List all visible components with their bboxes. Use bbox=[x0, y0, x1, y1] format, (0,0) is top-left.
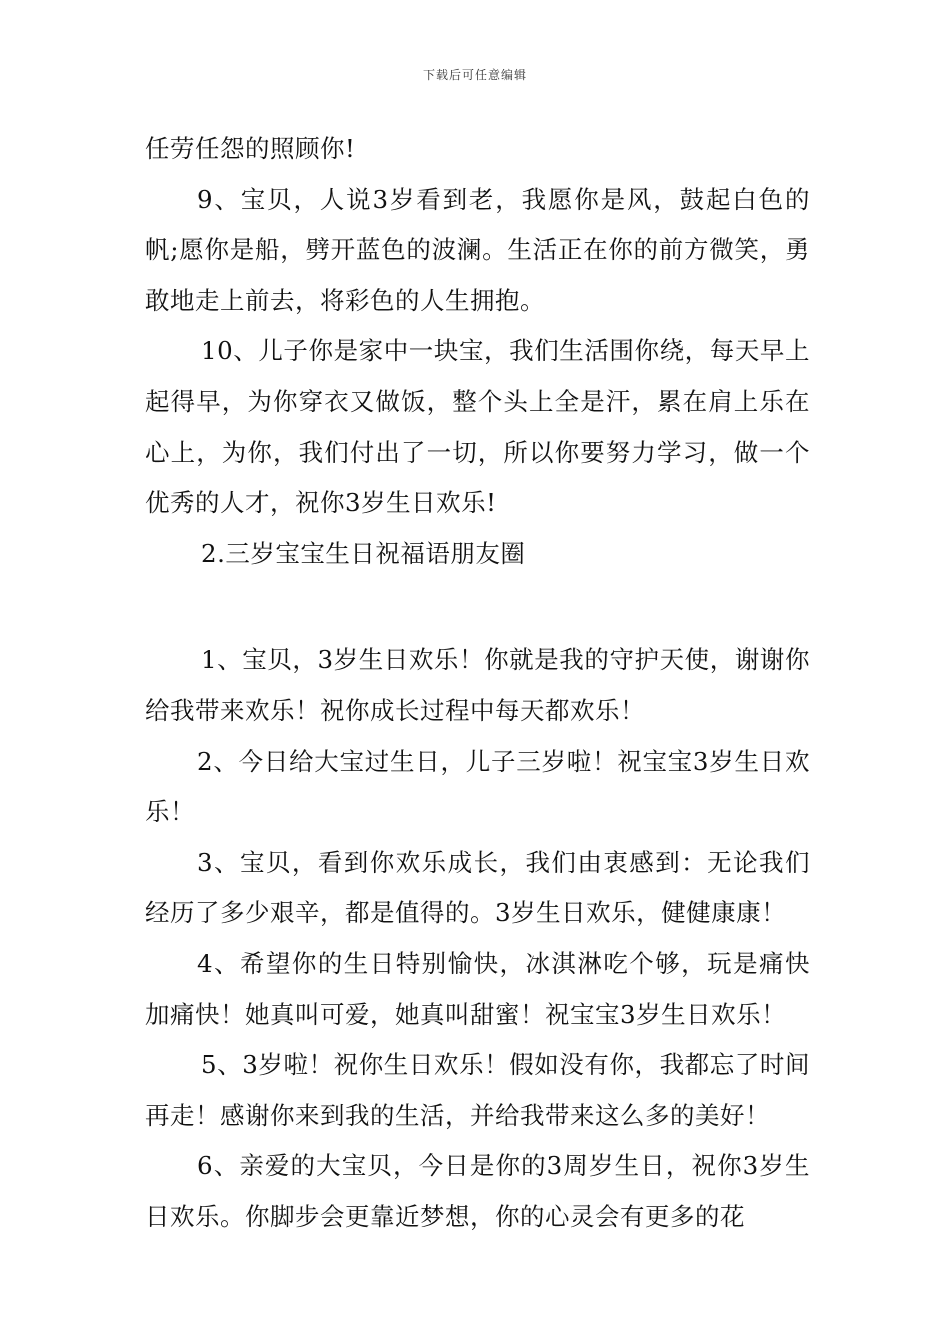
section-title: 2.三岁宝宝生日祝福语朋友圈 bbox=[201, 538, 526, 568]
paragraph-wish-3: 3、宝贝，看到你欢乐成长，我们由衷感到：无论我们经历了多少艰辛，都是值得的。3岁生日欢乐，健健康康！ bbox=[145, 847, 810, 928]
paragraph-continuation: 任劳任怨的照顾你! bbox=[145, 134, 356, 163]
paragraph-wish-2: 2、今日给大宝过生日，儿子三岁啦！祝宝宝3岁生日欢乐！ bbox=[145, 746, 810, 827]
paragraph-wish-5: 5、3岁啦！祝你生日欢乐！假如没有你，我都忘了时间再走！感谢你来到我的生活，并给我带来这么多的美好！ bbox=[145, 1050, 810, 1130]
paragraph-wish-6: 6、亲爱的大宝贝，今日是你的3周岁生日，祝你3岁生日欢乐。你脚步会更靠近梦想，你的心灵会有更多的花 bbox=[145, 1151, 810, 1231]
spacer bbox=[145, 579, 810, 635]
paragraph-wish-4: 4、希望你的生日特别愉快，冰淇淋吃个够，玩是痛快加痛快！她真叫可爱，她真叫甜蜜！祝宝宝3岁生日欢乐！ bbox=[145, 948, 810, 1029]
paragraph-wish-9: 9、宝贝，人说3岁看到老，我愿你是风，鼓起白色的帆;愿你是船，劈开蓝色的波澜。生活正在你的前方微笑，勇敢地走上前去，将彩色的人生拥抱。 bbox=[145, 184, 810, 315]
page-header: 下载后可任意编辑 bbox=[422, 68, 527, 82]
document-body bbox=[145, 124, 810, 1242]
paragraph-wish-10: 10、儿子你是家中一块宝，我们生活围你绕，每天早上起得早，为你穿衣又做饭，整个头上全是汗，累在肩上乐在心上，为你，我们付出了一切，所以你要努力学习，做一个优秀的人才，祝你3岁生日欢乐! bbox=[145, 336, 810, 518]
paragraph-wish-1: 1、宝贝，3岁生日欢乐！你就是我的守护天使，谢谢你给我带来欢乐！祝你成长过程中每天都欢乐！ bbox=[145, 645, 810, 725]
